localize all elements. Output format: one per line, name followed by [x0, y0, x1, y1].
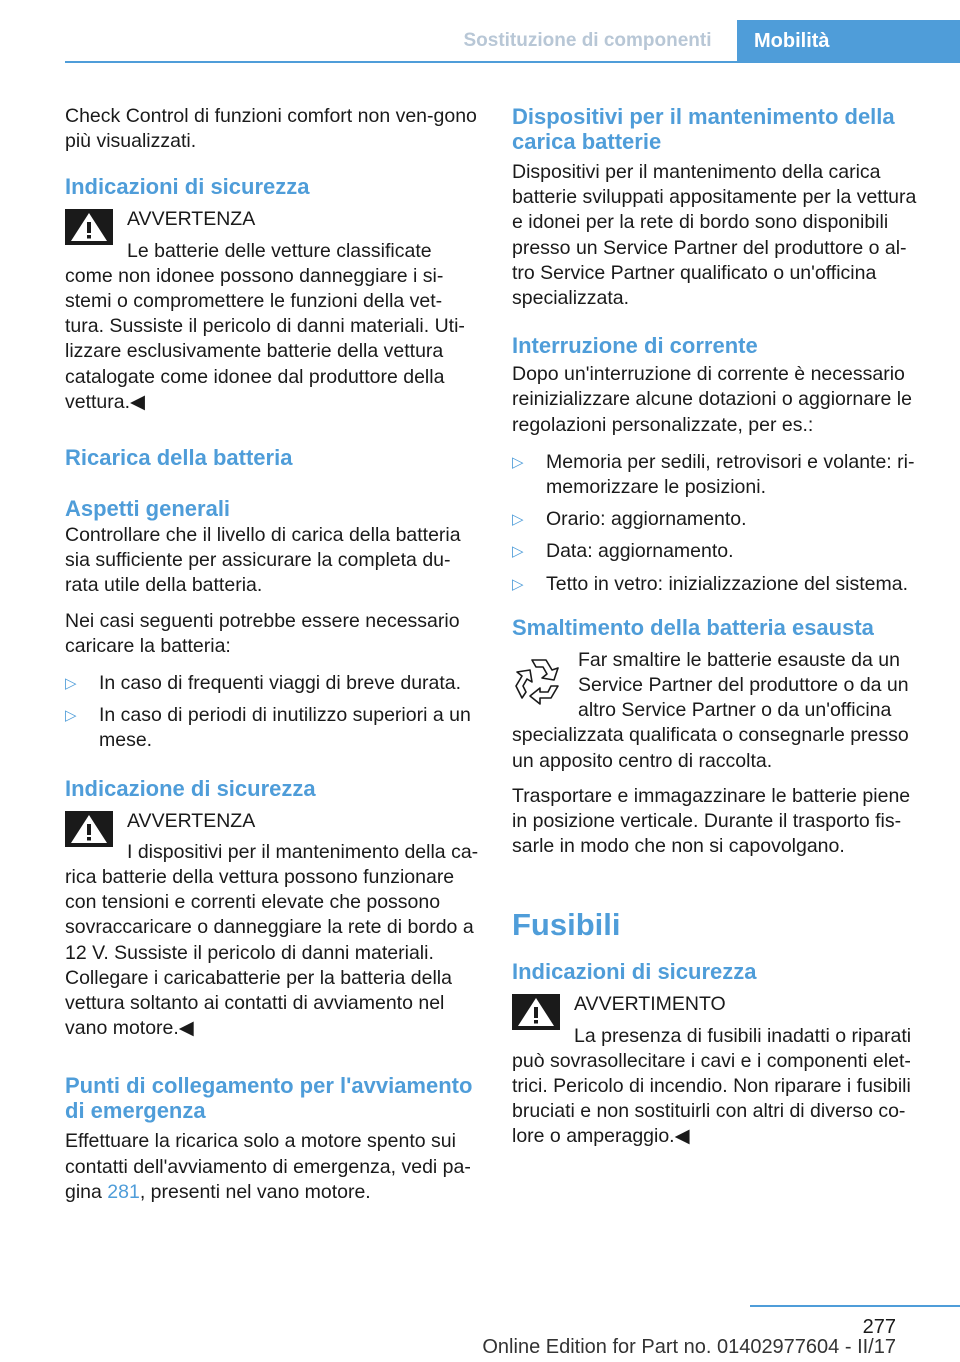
- heading-power-interruption: Interruzione di corrente: [512, 333, 758, 359]
- list-item: ▷ In caso di frequenti viaggi di breve durata.: [65, 671, 481, 696]
- warning-text-1: Le batterie delle vetture classificate come non idonee possono danneggiare i si‐stemi o compromettere le funzioni della vet‐tura. Sussiste il pericolo di danni materiali. Uti‐lizzare esclusivamente batterie della vettura catalogate come idonee dal produttore della vettura.◀: [65, 239, 465, 413]
- heading-maintainers: Dispositivi per il mantenimento della carica batterie: [512, 104, 895, 154]
- intro-text: Check Control di funzioni comfort non ven‐gono più visualizzati.: [65, 105, 477, 153]
- triangle-bullet-icon: ▷: [512, 543, 524, 561]
- warning-title-2: AVVERTENZA: [127, 809, 256, 832]
- jump-points-paragraph: Effettuare la ricarica solo a motore spento sui contatti dell'avviamento di emergenza, vedi pa‐gina 281, presenti nel vano motore.: [65, 1130, 471, 1203]
- header-tab-mobilita[interactable]: Mobilità: [737, 20, 960, 62]
- heading-fuses: Fusibili: [512, 907, 621, 943]
- warning-icon: [65, 811, 113, 847]
- list-item: ▷ Memoria per sedili, retrovisori e volante: ri‐memorizzare le posizioni.: [512, 450, 915, 499]
- disposal-paragraph-1: Far smaltire le batterie esauste da un Service Partner del produttore o da un altro Service Partner o da un'officina specializzata qualificata o consegnarle presso un apposito centro di raccolta.: [512, 648, 909, 772]
- header-rule: [65, 61, 960, 63]
- heading-safety-2: Indicazione di sicurezza: [65, 775, 316, 801]
- right-column: [512, 104, 928, 1160]
- recycle-icon: [514, 654, 564, 708]
- warning-title-3: AVVERTIMENTO: [574, 993, 726, 1016]
- list-item: ▷ Tetto in vetro: inizializzazione del sistema.: [512, 572, 928, 597]
- warning-block-1: [65, 207, 481, 415]
- header-section-title: Sostituzione di componenti: [463, 30, 712, 51]
- heading-disposal: Smaltimento della batteria esausta: [512, 614, 874, 640]
- triangle-bullet-icon: ▷: [512, 575, 524, 593]
- warning-title-1: AVVERTENZA: [127, 208, 256, 231]
- general-paragraph-1: Controllare che il livello di carica della batteria sia sufficiente per assicurare la completa du‐rata utile della batteria.: [65, 524, 461, 597]
- footer-rule: [750, 1305, 960, 1307]
- triangle-bullet-icon: ▷: [512, 453, 524, 471]
- warning-text-3: La presenza di fusibili inadatti o riparati può sovrasollecitare i cavi e i componenti elet‐trici. Pericolo di incendio. Non riparare i fusibili bruciati e non sostituirli con altri di diverso co‐lore o amperaggio.◀: [512, 1024, 912, 1148]
- left-column: [65, 104, 481, 1215]
- list-item: ▷ In caso di periodi di inutilizzo superiori a un mese.: [65, 704, 471, 752]
- warning-icon: [65, 209, 113, 245]
- power-paragraph: Dopo un'interruzione di corrente è necessario reinizializzare alcune dotazioni o aggiornare le regolazioni personalizzate, per es.:: [512, 363, 912, 436]
- general-paragraph-2: Nei casi seguenti potrebbe essere necessario caricare la batteria:: [65, 609, 460, 657]
- page-number: 277: [862, 1316, 896, 1338]
- recharge-bullet-list: [65, 671, 481, 754]
- disposal-paragraph-2: Trasportare e immagazzinare le batterie piene in posizione verticale. Durante il trasporto fis‐sarle in modo che non si capovolgano.: [512, 784, 911, 858]
- disposal-block: [512, 648, 928, 774]
- heading-safety-1: Indicazioni di sicurezza: [65, 174, 310, 200]
- warning-icon: [512, 994, 560, 1030]
- list-item: ▷ Orario: aggiornamento.: [512, 507, 928, 532]
- warning-text-2: I dispositivi per il mantenimento della ca‐rica batterie della vettura possono funzionare con tensioni e correnti elevate che possono sovraccaricare o danneggiare la rete di bordo a 12 V. Sussiste il pericolo di danni materiali. Collegare i caricabatterie per la batteria della vettura soltanto ai contatti di avviamento nel vano motore.◀: [65, 840, 479, 1040]
- edition-footer: Online Edition for Part no. 01402977604 - II/17: [482, 1336, 896, 1358]
- triangle-bullet-icon: ▷: [65, 707, 77, 725]
- heading-general: Aspetti generali: [65, 496, 231, 522]
- warning-block-2: [65, 809, 481, 1042]
- maintainers-paragraph: Dispositivi per il mantenimento della carica batterie sviluppati appositamente per la vettura e idonei per la rete di bordo sono disponibili presso un Service Partner del produttore o al‐tro Service Partner qualificato o un'officina specializzata.: [512, 161, 917, 310]
- heading-safety-3: Indicazioni di sicurezza: [512, 959, 757, 985]
- heading-recharge: Ricarica della batteria: [65, 445, 293, 471]
- heading-jump-points: Punti di collegamento per l'avviamento di emergenza: [65, 1073, 473, 1124]
- list-item: ▷ Data: aggiornamento.: [512, 539, 928, 564]
- triangle-bullet-icon: ▷: [512, 511, 524, 529]
- page-link[interactable]: 281: [107, 1180, 140, 1203]
- warning-block-3: [512, 992, 928, 1149]
- power-bullet-list: [512, 450, 928, 597]
- triangle-bullet-icon: ▷: [65, 675, 77, 693]
